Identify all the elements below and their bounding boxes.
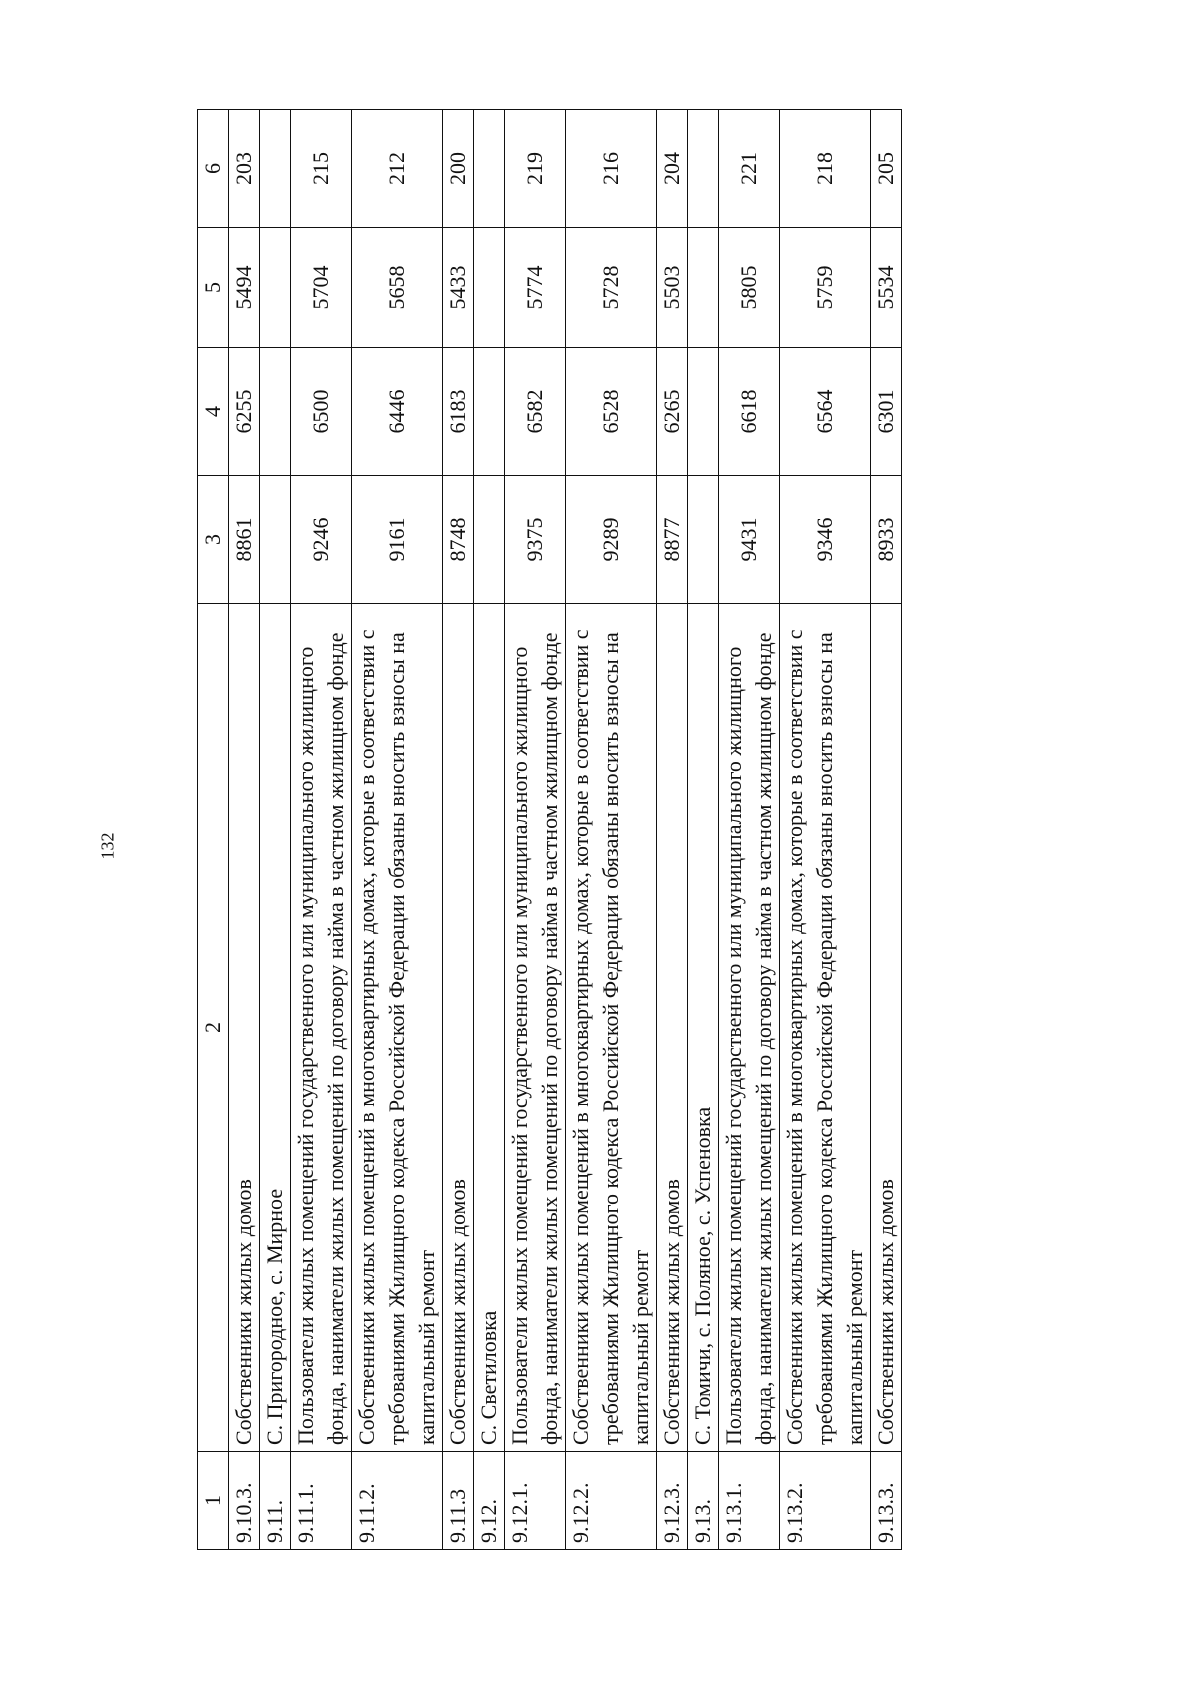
value-col5-cell (688, 228, 719, 348)
value-col3-cell: 8877 (657, 476, 688, 604)
table-row (871, 110, 902, 1550)
value-col3-cell (474, 476, 505, 604)
value-col4-cell: 6564 (780, 348, 871, 476)
value-col5-cell (260, 228, 291, 348)
value-col6-cell: 205 (871, 110, 902, 228)
value-col4-cell: 6255 (229, 348, 260, 476)
value-col4-cell: 6500 (291, 348, 352, 476)
value-col4-cell (260, 348, 291, 476)
row-description-cell: Собственники жилых помещений в многоквартирных домах, которые в соответствии с требованиями Жилищного кодекса Российской Федерации обязаны вносить взносы на капитальный ремонт (780, 604, 871, 1452)
row-code-cell: 9.11. (260, 1452, 291, 1550)
value-col5-cell (474, 228, 505, 348)
value-col5-cell: 5503 (657, 228, 688, 348)
value-col3-cell: 9375 (505, 476, 566, 604)
value-col5-cell: 5534 (871, 228, 902, 348)
row-code-cell: 9.12.1. (505, 1452, 566, 1550)
table-row (719, 110, 780, 1550)
value-col3-cell: 8748 (443, 476, 474, 604)
value-col6-cell (688, 110, 719, 228)
table-row (291, 110, 352, 1550)
table-row (780, 110, 871, 1550)
column-header: 2 (198, 604, 229, 1452)
table-row (505, 110, 566, 1550)
value-col5-cell: 5704 (291, 228, 352, 348)
row-description-cell: С. Светиловка (474, 604, 505, 1452)
row-code-cell: 9.11.2. (352, 1452, 443, 1550)
value-col6-cell: 204 (657, 110, 688, 228)
value-col6-cell: 203 (229, 110, 260, 228)
column-header: 1 (198, 1452, 229, 1550)
tariff-table (197, 109, 902, 1550)
row-description-cell: Собственники жилых домов (657, 604, 688, 1452)
row-code-cell: 9.13. (688, 1452, 719, 1550)
header-row (198, 110, 229, 1550)
value-col6-cell: 200 (443, 110, 474, 228)
row-description-cell: Собственники жилых помещений в многоквартирных домах, которые в соответствии с требованиями Жилищного кодекса Российской Федерации обязаны вносить взносы на капитальный ремонт (352, 604, 443, 1452)
value-col4-cell: 6582 (505, 348, 566, 476)
table-row (566, 110, 657, 1550)
value-col4-cell: 6618 (719, 348, 780, 476)
value-col4-cell (474, 348, 505, 476)
value-col5-cell: 5805 (719, 228, 780, 348)
table-row (443, 110, 474, 1550)
value-col5-cell: 5494 (229, 228, 260, 348)
row-code-cell: 9.10.3. (229, 1452, 260, 1550)
value-col3-cell: 9246 (291, 476, 352, 604)
table-row (352, 110, 443, 1550)
value-col5-cell: 5774 (505, 228, 566, 348)
value-col3-cell (260, 476, 291, 604)
row-description-cell: С. Томичи, с. Поляное, с. Успеновка (688, 604, 719, 1452)
row-description-cell: С. Пригородное, с. Мирное (260, 604, 291, 1452)
row-code-cell: 9.13.1. (719, 1452, 780, 1550)
row-code-cell: 9.12. (474, 1452, 505, 1550)
page-number: 132 (97, 832, 118, 860)
value-col6-cell: 212 (352, 110, 443, 228)
value-col4-cell (688, 348, 719, 476)
value-col3-cell: 9431 (719, 476, 780, 604)
value-col4-cell: 6446 (352, 348, 443, 476)
value-col4-cell: 6183 (443, 348, 474, 476)
value-col4-cell: 6265 (657, 348, 688, 476)
row-description-cell: Собственники жилых домов (871, 604, 902, 1452)
value-col4-cell: 6301 (871, 348, 902, 476)
row-code-cell: 9.12.2. (566, 1452, 657, 1550)
row-code-cell: 9.13.3. (871, 1452, 902, 1550)
value-col6-cell: 221 (719, 110, 780, 228)
table-body (229, 110, 902, 1550)
table-row (688, 110, 719, 1550)
row-description-cell: Пользователи жилых помещений государственного или муниципального жилищного фонда, наниматели жилых помещений по договору найма в частном жилищном фонде (291, 604, 352, 1452)
column-header: 5 (198, 228, 229, 348)
row-description-cell: Пользователи жилых помещений государственного или муниципального жилищного фонда, наниматели жилых помещений по договору найма в частном жилищном фонде (719, 604, 780, 1452)
table-row (260, 110, 291, 1550)
table-row (474, 110, 505, 1550)
value-col6-cell: 216 (566, 110, 657, 228)
value-col5-cell: 5728 (566, 228, 657, 348)
value-col3-cell: 8933 (871, 476, 902, 604)
row-description-cell: Пользователи жилых помещений государственного или муниципального жилищного фонда, наниматели жилых помещений по договору найма в частном жилищном фонде (505, 604, 566, 1452)
table-row (657, 110, 688, 1550)
row-description-cell: Собственники жилых домов (443, 604, 474, 1452)
row-description-cell: Собственники жилых домов (229, 604, 260, 1452)
value-col6-cell: 218 (780, 110, 871, 228)
row-code-cell: 9.11.1. (291, 1452, 352, 1550)
value-col6-cell: 219 (505, 110, 566, 228)
column-header: 6 (198, 110, 229, 228)
column-header: 4 (198, 348, 229, 476)
value-col5-cell: 5433 (443, 228, 474, 348)
row-description-cell: Собственники жилых помещений в многоквартирных домах, которые в соответствии с требованиями Жилищного кодекса Российской Федерации обязаны вносить взносы на капитальный ремонт (566, 604, 657, 1452)
column-header: 3 (198, 476, 229, 604)
value-col5-cell: 5759 (780, 228, 871, 348)
value-col4-cell: 6528 (566, 348, 657, 476)
table-row (229, 110, 260, 1550)
value-col6-cell: 215 (291, 110, 352, 228)
value-col3-cell: 9161 (352, 476, 443, 604)
value-col3-cell: 9346 (780, 476, 871, 604)
row-code-cell: 9.11.3 (443, 1452, 474, 1550)
value-col3-cell: 8861 (229, 476, 260, 604)
value-col6-cell (260, 110, 291, 228)
row-code-cell: 9.13.2. (780, 1452, 871, 1550)
value-col5-cell: 5658 (352, 228, 443, 348)
value-col3-cell: 9289 (566, 476, 657, 604)
rotated-table-container (197, 110, 1087, 1550)
row-code-cell: 9.12.3. (657, 1452, 688, 1550)
value-col6-cell (474, 110, 505, 228)
value-col3-cell (688, 476, 719, 604)
